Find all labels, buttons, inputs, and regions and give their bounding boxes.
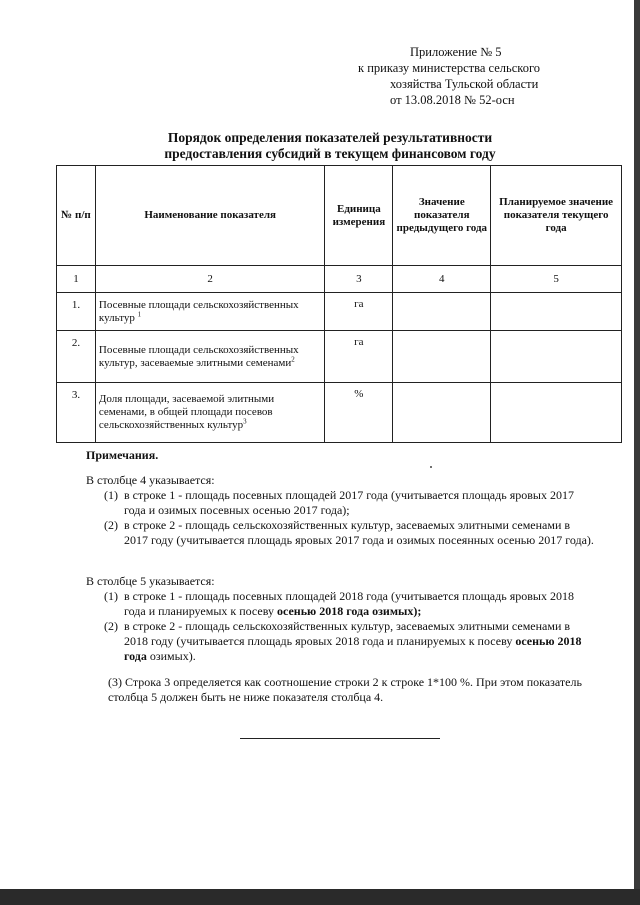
- row-unit: га: [325, 293, 393, 331]
- row-name: [95, 293, 324, 331]
- text-bold: осенью 2018 года: [276, 604, 370, 618]
- table-row: [57, 331, 622, 383]
- list-item: [86, 488, 594, 518]
- row-prev: [393, 383, 491, 443]
- header-plan: Планируемое значение показателя текущего года: [491, 166, 622, 266]
- list-item: [86, 518, 594, 548]
- list-text: [124, 589, 594, 619]
- scan-edge: [634, 0, 640, 905]
- row-num: 3.: [57, 383, 96, 443]
- text-part: в строке 2 - площадь сельскохозяйственных культур, засеваемых элитными семенами в 2018 году (учитывается площадь яровых 2018 года и планируемых к посеву: [124, 619, 571, 648]
- row-name: [95, 383, 324, 443]
- notes-heading: Примечания.: [86, 448, 159, 462]
- row-name-text: Доля площади, засеваемой элитными семенами, в общей площади посевов сельскохозяйственных культур: [98, 393, 275, 431]
- list-item: [86, 619, 594, 664]
- list-marker: (2): [104, 518, 118, 532]
- list-item: [86, 589, 594, 619]
- notes-col4: [86, 473, 594, 548]
- annex-line-2: к приказу министерства сельского: [358, 61, 541, 75]
- calc-text: Строка 3 определяется как соотношение строки 2 к строке 1*100 %. При этом показатель столбца 5 должен быть не ниже показателя столбца 4.: [108, 675, 582, 704]
- row-plan: [491, 293, 622, 331]
- table-row: [57, 383, 622, 443]
- footnote-ref: 1: [137, 309, 142, 318]
- list-text: в строке 2 - площадь сельскохозяйственных культур, засеваемых элитными семенами в 2017 году (учитывается площадь яровых 2017 года и озимых посеянных осенью 2017 года).: [124, 518, 594, 547]
- document-title: [60, 130, 600, 162]
- scan-bottom-edge: [0, 889, 640, 905]
- row-prev: [393, 331, 491, 383]
- scan-speck: [430, 466, 432, 468]
- row-prev: [393, 293, 491, 331]
- row-name-text: Посевные площади сельскохозяйственных культур: [98, 298, 299, 324]
- row-unit: %: [325, 383, 393, 443]
- col-number: 1: [57, 266, 96, 293]
- list-text: [124, 619, 594, 664]
- header-num: № п/п: [57, 166, 96, 266]
- header-name: Наименование показателя: [95, 166, 324, 266]
- notes-calc: [86, 675, 594, 705]
- title-line-2: предоставления субсидий в текущем финансовом году: [164, 146, 496, 161]
- row-plan: [491, 383, 622, 443]
- indicators-table: [56, 165, 622, 443]
- col-number: 2: [95, 266, 324, 293]
- row-num: 1.: [57, 293, 96, 331]
- col-number: 3: [325, 266, 393, 293]
- annex-line-1: Приложение № 5: [410, 45, 502, 59]
- text-part: озимых);: [369, 604, 422, 618]
- table-row: [57, 293, 622, 331]
- annex-line-4: от 13.08.2018 № 52-осн: [390, 93, 515, 107]
- header-prev: Значение показателя предыдущего года: [393, 166, 491, 266]
- calc-marker: (3): [108, 675, 122, 689]
- header-unit: Единица измерения: [325, 166, 393, 266]
- col4-intro: В столбце 4 указывается:: [86, 473, 215, 487]
- row-unit: га: [325, 331, 393, 383]
- row-num: 2.: [57, 331, 96, 383]
- list-marker: (2): [104, 619, 118, 633]
- notes-col5: [86, 574, 594, 664]
- table-header-row: [57, 166, 622, 266]
- col-number: 4: [393, 266, 491, 293]
- footnote-ref: 2: [291, 354, 295, 363]
- text-part: в строке 1 - площадь посевных площадей 2018 года (учитывается площадь яровых 2018 года и планируемых к посеву: [124, 589, 574, 618]
- list-text: в строке 1 - площадь посевных площадей 2017 года (учитывается площадь яровых 2017 года и озимых посевных осенью 2017 года);: [124, 488, 574, 517]
- text-part: озимых).: [146, 649, 196, 663]
- col5-intro: В столбце 5 указывается:: [86, 574, 215, 588]
- title-line-1: Порядок определения показателей результативности: [167, 130, 493, 145]
- annex-header: [340, 44, 580, 108]
- separator-line: [240, 738, 440, 739]
- text-bold: осенью 2018 года: [124, 634, 582, 663]
- row-name-text: Посевные площади сельскохозяйственных культур, засеваемые элитными семенами: [98, 343, 299, 369]
- footnote-ref: 3: [243, 417, 247, 426]
- row-plan: [491, 331, 622, 383]
- list-marker: (1): [104, 488, 118, 502]
- list-marker: (1): [104, 589, 118, 603]
- col-number: 5: [491, 266, 622, 293]
- row-name: [95, 331, 324, 383]
- column-numbers-row: [57, 266, 622, 293]
- annex-line-3: хозяйства Тульской области: [390, 77, 539, 91]
